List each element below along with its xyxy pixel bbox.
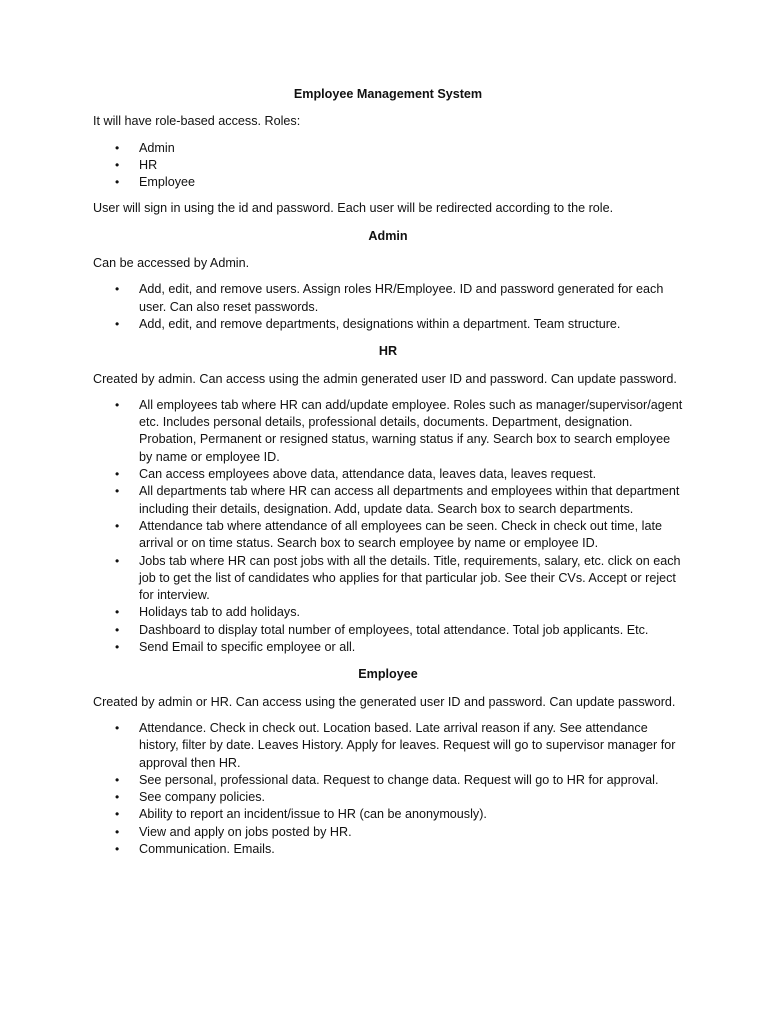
admin-item: • Add, edit, and remove users. Assign roles HR/Employee. ID and password generated for each user. Can also reset passwords.	[139, 281, 683, 316]
hr-item: • Holidays tab to add holidays.	[139, 604, 683, 621]
admin-heading: Admin	[368, 228, 408, 243]
role-item: • Employee	[139, 174, 683, 191]
employee-heading: Employee	[358, 667, 418, 682]
roles-list	[93, 140, 683, 192]
role-item: • HR	[139, 157, 683, 174]
hr-heading: HR	[378, 344, 398, 359]
intro-text: It will have role-based access. Roles:	[93, 114, 301, 129]
document-title: Employee Management System	[293, 87, 483, 101]
signin-text: User will sign in using the id and password. Each user will be redirected according to the role.	[93, 201, 614, 216]
role-item: • Admin	[139, 140, 683, 157]
hr-list	[93, 397, 683, 656]
hr-item: • Jobs tab where HR can post jobs with all the details. Title, requirements, salary, etc. click on each job to get the list of candidates who applies for that particular job. See their CVs. Accept or reject for interview.	[139, 553, 683, 605]
admin-list	[93, 281, 683, 333]
employee-item: • Attendance. Check in check out. Location based. Late arrival reason if any. See attendance history, filter by date. Leaves History. Apply for leaves. Request will go to supervisor manager for approval then HR.	[139, 720, 683, 772]
document-page	[93, 86, 683, 858]
hr-item: • Send Email to specific employee or all.	[139, 639, 683, 656]
admin-item: • Add, edit, and remove departments, designations within a department. Team structure.	[139, 316, 683, 333]
employee-list	[93, 720, 683, 858]
hr-item: • Can access employees above data, attendance data, leaves data, leaves request.	[139, 466, 683, 483]
employee-item: • Ability to report an incident/issue to HR (can be anonymously).	[139, 806, 683, 823]
hr-intro: Created by admin. Can access using the admin generated user ID and password. Can update password.	[93, 371, 677, 386]
admin-intro: Can be accessed by Admin.	[93, 256, 250, 271]
hr-item: • All departments tab where HR can access all departments and employees within that department including their details, designation. Add, update data. Search box to search departments.	[139, 483, 683, 518]
employee-item: • View and apply on jobs posted by HR.	[139, 824, 683, 841]
employee-intro: Created by admin or HR. Can access using the generated user ID and password. Can update password.	[93, 694, 676, 709]
employee-item: • Communication. Emails.	[139, 841, 683, 858]
employee-item: • See company policies.	[139, 789, 683, 806]
employee-item: • See personal, professional data. Request to change data. Request will go to HR for approval.	[139, 772, 683, 789]
hr-item: • All employees tab where HR can add/update employee. Roles such as manager/supervisor/agent etc. Includes personal details, professional details, documents. Department, designation. Probation, Permanent or resigned status, warning status if any. Search box to search employee by name or employee ID.	[139, 397, 683, 466]
hr-item: • Attendance tab where attendance of all employees can be seen. Check in check out time, late arrival or on time status. Search box to search employee by name or employee ID.	[139, 518, 683, 553]
hr-item: • Dashboard to display total number of employees, total attendance. Total job applicants. Etc.	[139, 622, 683, 639]
